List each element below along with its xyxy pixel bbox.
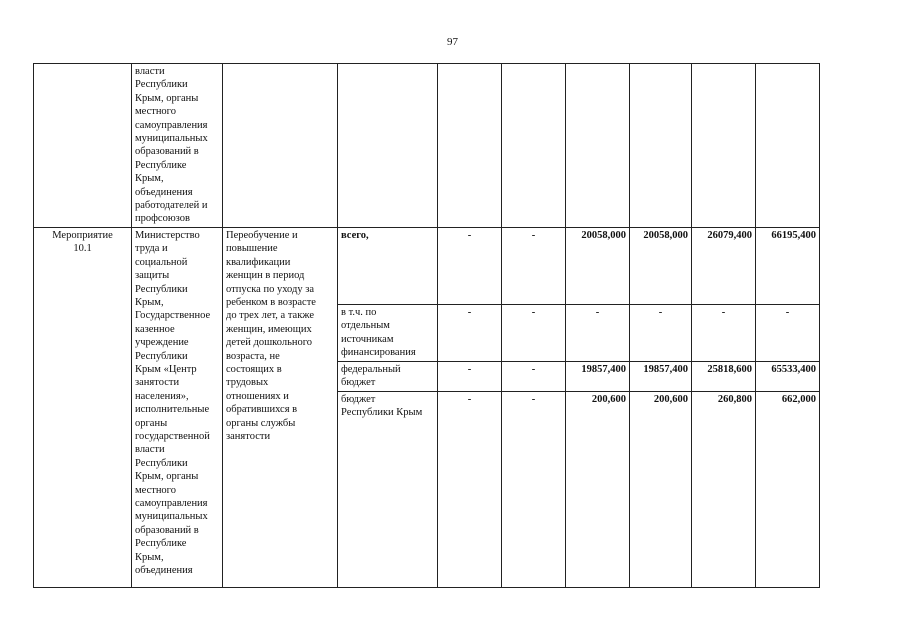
funding-value: - xyxy=(502,227,566,304)
executor-text: Министерство труда и социальной защиты Республики Крым, Государственное казенное учреждение Республики Крым «Центр занятости населения», исполнительные органы государственной власти Республики Крым, органы местного самоуправления муниципальных образований в Республике Крым, объединения xyxy=(135,229,211,577)
description-cell xyxy=(223,227,338,587)
funding-value: 19857,400 xyxy=(630,361,692,391)
value-cell-empty xyxy=(630,64,692,228)
executor-cell xyxy=(132,227,223,587)
source-cell-empty xyxy=(338,64,438,228)
funding-source: в т.ч. по отдельным источникам финансирования xyxy=(338,304,438,361)
funding-value: 20058,000 xyxy=(630,227,692,304)
funding-value: 26079,400 xyxy=(692,227,756,304)
funding-value: - xyxy=(438,391,502,587)
funding-value: - xyxy=(566,304,630,361)
value-cell-empty xyxy=(692,64,756,228)
funding-value: - xyxy=(502,391,566,587)
funding-value: 19857,400 xyxy=(566,361,630,391)
funding-value: - xyxy=(630,304,692,361)
funding-value: 66195,400 xyxy=(756,227,820,304)
funding-value: - xyxy=(438,361,502,391)
program-table xyxy=(33,63,820,588)
value-cell-empty xyxy=(438,64,502,228)
funding-value: - xyxy=(438,227,502,304)
executor-text: власти Республики Крым, органы местного самоуправления муниципальных образований в Республике Крым, объединения работодателей и профсоюзов xyxy=(135,66,208,225)
funding-value: 65533,400 xyxy=(756,361,820,391)
funding-value: 200,600 xyxy=(566,391,630,587)
value-cell-empty xyxy=(566,64,630,228)
funding-source: бюджет Республики Крым xyxy=(338,391,438,587)
funding-value: 260,800 xyxy=(692,391,756,587)
funding-row-total xyxy=(34,227,820,304)
funding-value: 200,600 xyxy=(630,391,692,587)
description-cell-empty xyxy=(223,64,338,228)
description-text: Переобучение и повышение квалификации женщин в период отпуска по уходу за ребенком в возрасте до трех лет, а также женщин, имеющих детей дошкольного возраста, не состоящих в трудовых отношениях и обратившихся в органы службы занятости xyxy=(226,229,316,442)
funding-source: всего, xyxy=(338,227,438,304)
funding-value: - xyxy=(756,304,820,361)
measure-cell xyxy=(34,227,132,587)
funding-value: - xyxy=(438,304,502,361)
measure-label: Мероприятие 10.1 xyxy=(52,229,113,255)
continued-row xyxy=(34,64,820,228)
funding-value: 20058,000 xyxy=(566,227,630,304)
value-cell-empty xyxy=(756,64,820,228)
page-number: 97 xyxy=(447,36,458,48)
funding-value: - xyxy=(692,304,756,361)
funding-value: - xyxy=(502,304,566,361)
funding-value: 662,000 xyxy=(756,391,820,587)
funding-value: 25818,600 xyxy=(692,361,756,391)
funding-source: федеральный бюджет xyxy=(338,361,438,391)
funding-value: - xyxy=(502,361,566,391)
value-cell-empty xyxy=(502,64,566,228)
measure-cell-empty xyxy=(34,64,132,228)
executor-cell xyxy=(132,64,223,228)
